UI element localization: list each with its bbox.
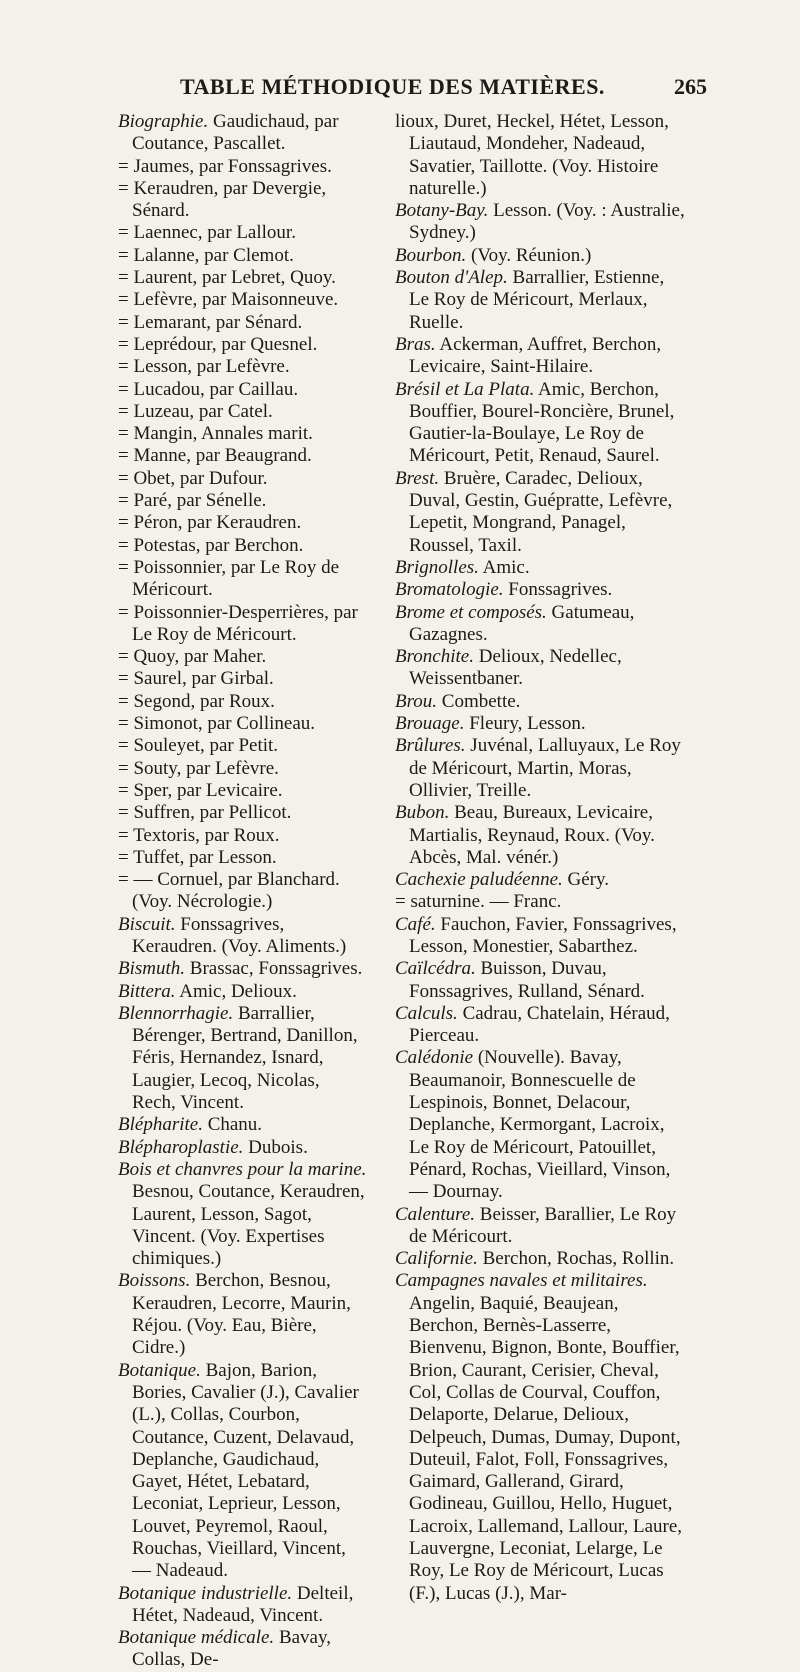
index-entry: [118, 468, 368, 490]
entry-text: Barrallier, Bérenger, Bertrand, Danillon, Féris, Hernandez, Isnard, Laugier, Lecoq, Nicolas, Rech, Vincent.: [132, 1002, 358, 1114]
entry-heading: Bromatologie.: [395, 579, 504, 601]
entry-text: = Keraudren, par Devergie, Sénard.: [118, 177, 327, 222]
entry-text: Gaudichaud, par Coutance, Pascallet.: [132, 111, 339, 155]
entry-text: = Paré, par Sénelle.: [118, 490, 267, 512]
entry-text: Amic, Berchon, Bouffier, Bourel-Roncière, Brunel, Gautier-la-Boulaye, Le Roy de Méricourt, Petit, Renaud, Saurel.: [409, 378, 675, 467]
entry-text: Combette.: [437, 690, 521, 712]
index-entry: [118, 780, 368, 802]
entry-text: = Manne, par Beaugrand.: [118, 445, 312, 467]
entry-heading: Brûlures.: [395, 735, 466, 757]
index-entry: [395, 869, 685, 891]
entry-text: = Suffren, par Pellicot.: [118, 802, 292, 824]
entry-text: = Tuffet, par Lesson.: [118, 846, 277, 868]
entry-text: Amic.: [478, 556, 530, 578]
index-entry: [395, 735, 685, 802]
index-entry: [118, 111, 368, 156]
entry-text: Bruère, Caradec, Delioux, Duval, Gestin, Guépratte, Lefèvre, Lepetit, Mongrand, Panagel, Roussel, Taxil.: [409, 467, 673, 556]
entry-text: = Poissonnier-Desperrières, par Le Roy de Méricourt.: [118, 601, 358, 645]
entry-text: = Laennec, par Lallour.: [118, 222, 296, 244]
index-entry: [395, 646, 685, 691]
entry-heading: Bubon.: [395, 802, 450, 824]
entry-text: (Voy. Réunion.): [466, 244, 592, 266]
entry-text: Lesson. (Voy. : Australie, Sydney.): [409, 200, 685, 244]
entry-text: Géry.: [562, 869, 610, 891]
entry-heading: Blennorrhagie.: [118, 1002, 234, 1024]
entry-text: Gatumeau, Gazagnes.: [409, 601, 635, 645]
index-entry: [118, 356, 368, 378]
entry-text: = Souleyet, par Petit.: [118, 735, 279, 757]
index-entry: [118, 156, 368, 178]
index-entry: [395, 1047, 685, 1203]
entry-text: Ackerman, Auffret, Berchon, Levicaire, Saint-Hilaire.: [409, 333, 662, 378]
index-entry: [118, 914, 368, 959]
index-entry: [118, 758, 368, 780]
entry-text: = Textoris, par Roux.: [118, 824, 280, 846]
index-entry: [395, 267, 685, 334]
entry-text: Beisser, Barallier, Le Roy de Méricourt.: [409, 1203, 677, 1247]
index-entry: [395, 958, 685, 1003]
index-entry: [395, 1003, 685, 1048]
entry-text: Juvénal, Lalluyaux, Le Roy de Méricourt, Martin, Moras, Ollivier, Treille.: [409, 735, 681, 801]
entry-heading: Café.: [395, 913, 436, 935]
entry-text: = saturnine. — Franc.: [395, 891, 562, 913]
left-column: [118, 111, 368, 1672]
index-entry: [395, 200, 685, 245]
index-entry: [395, 1270, 685, 1604]
entry-text: = Jaumes, par Fonssagrives.: [118, 155, 332, 177]
entry-heading: Brou.: [395, 690, 438, 712]
index-entry: [395, 1248, 685, 1270]
index-entry: [118, 602, 368, 647]
entry-text: Bajon, Barion, Bories, Cavalier (J.), Cavalier (L.), Collas, Courbon, Coutance, Cuzent, Delavaud, Deplanche, Gaudichaud, Gayet, Hétet, Lebatard, Leconiat, Leprieur, Lesson, Louvet, Peyremol, Raoul, Rouchas, Vieillard, Vincent, — Nadeaud.: [132, 1359, 359, 1582]
index-entry: [118, 691, 368, 713]
index-entry: [395, 802, 685, 869]
index-entry: [118, 1137, 368, 1159]
index-entry: [118, 178, 368, 223]
entry-heading: Calculs.: [395, 1002, 458, 1024]
entry-text: Berchon, Besnou, Keraudren, Lecorre, Maurin, Réjou. (Voy. Eau, Bière, Cidre.): [132, 1270, 351, 1359]
entry-heading: Biscuit.: [118, 913, 176, 935]
entry-text: = Segond, par Roux.: [118, 690, 275, 712]
index-entry: [118, 825, 368, 847]
entry-heading: Brignolles.: [395, 556, 479, 578]
index-entry: [118, 1360, 368, 1583]
entry-text: = Lefèvre, par Maisonneuve.: [118, 289, 339, 311]
index-entry: [118, 981, 368, 1003]
index-entry: [118, 1159, 368, 1270]
entry-text: = Souty, par Lefèvre.: [118, 757, 279, 779]
entry-text: Cadrau, Chatelain, Héraud, Pierceau.: [409, 1002, 670, 1047]
index-entry: [118, 847, 368, 869]
entry-text: Brassac, Fonssagrives.: [185, 958, 363, 980]
entry-text: = Laurent, par Lebret, Quoy.: [118, 267, 336, 289]
entry-heading: Cachexie paludéenne.: [395, 869, 563, 891]
index-entry: [395, 602, 685, 647]
index-entry: [118, 423, 368, 445]
index-entry: [118, 802, 368, 824]
entry-text: lioux, Duret, Heckel, Hétet, Lesson, Liautaud, Mondeher, Nadeaud, Savatier, Taillotte. (Voy. Histoire naturelle.): [395, 111, 669, 199]
entry-heading: Bouton d'Alep.: [395, 267, 508, 289]
entry-text: Angelin, Baquié, Beaujean, Berchon, Bernès-Lasserre, Bienvenu, Bignon, Bonte, Bouffier, Brion, Caurant, Cerisier, Cheval, Col, Collas de Courval, Couffon, Delaporte, Delarue, Delioux, Delpeuch, Dumas, Dumay, Dupont, Duteuil, Falot, Foll, Fonssagrives, Gaimard, Gallerand, Girard, Godineau, Guillou, Hello, Huguet, Lacroix, Lallemand, Lallour, Laure, Lauvergne, Leconiat, Lelarge, Le Roy, Le Roy de Méricourt, Lucas (F.), Lucas (J.), Mar-: [409, 1292, 683, 1604]
index-entry: [118, 1114, 368, 1136]
entry-text: Beau, Bureaux, Levicaire, Martialis, Reynaud, Roux. (Voy. Abcès, Mal. vénér.): [409, 802, 655, 868]
index-entry: [395, 891, 685, 913]
index-entry: [118, 1270, 368, 1359]
entry-text: (Nouvelle). Bavay, Beaumanoir, Bonnescuelle de Lespinois, Bonnet, Delacour, Deplanche, Kermorgant, Lacroix, Le Roy de Méricourt, Patouillet, Pénard, Rochas, Vieillard, Vinson, — Dournay.: [409, 1047, 671, 1203]
index-entry: [395, 691, 685, 713]
entry-text: Buisson, Duvau, Fonssagrives, Rulland, Sénard.: [409, 958, 645, 1002]
entry-heading: Bismuth.: [118, 958, 186, 980]
entry-text: = Saurel, par Girbal.: [118, 668, 274, 690]
entry-text: Besnou, Coutance, Keraudren, Laurent, Lesson, Sagot, Vincent. (Voy. Expertises chimiques.): [132, 1181, 365, 1270]
entry-heading: Botanique industrielle.: [118, 1582, 293, 1604]
entry-text: Barrallier, Estienne, Le Roy de Méricourt, Merlaux, Ruelle.: [409, 267, 665, 333]
entry-heading: Botany-Bay.: [395, 200, 489, 222]
entry-text: Bavay, Collas, De-: [132, 1627, 331, 1671]
entry-heading: Brouage.: [395, 713, 465, 735]
index-entry: [118, 401, 368, 423]
entry-heading: Calenture.: [395, 1203, 476, 1225]
index-entry: [395, 1204, 685, 1249]
entry-heading: Botanique.: [118, 1359, 201, 1381]
index-entry: [395, 914, 685, 959]
index-entry: [395, 334, 685, 379]
entry-text: Berchon, Rochas, Rollin.: [477, 1248, 675, 1270]
index-entry: [118, 713, 368, 735]
index-entry: [118, 535, 368, 557]
index-entry: [118, 1627, 368, 1672]
entry-text: = Péron, par Keraudren.: [118, 512, 302, 534]
index-entry: [118, 245, 368, 267]
entry-text: Chanu.: [202, 1114, 263, 1136]
index-entry: [118, 646, 368, 668]
entry-heading: Bras.: [395, 333, 436, 355]
index-entry: [395, 579, 685, 601]
index-entry: [118, 267, 368, 289]
entry-heading: Bittera.: [118, 980, 176, 1002]
running-title: TABLE MÉTHODIQUE DES MATIÈRES.: [180, 74, 605, 99]
entry-heading: Californie.: [395, 1248, 478, 1270]
index-entry: [118, 557, 368, 602]
entry-text: = Simonot, par Collineau.: [118, 713, 316, 735]
entry-text: = Mangin, Annales marit.: [118, 423, 313, 445]
page-number: 265: [674, 74, 707, 99]
entry-heading: Blépharoplastie.: [118, 1136, 244, 1158]
entry-heading: Bois et chanvres pour la marine.: [118, 1158, 367, 1180]
index-entry: [118, 334, 368, 356]
index-entry: [118, 958, 368, 980]
index-entry: [395, 245, 685, 267]
right-column: [395, 111, 685, 1605]
entry-text: = — Cornuel, par Blanchard. (Voy. Nécrologie.): [118, 869, 340, 913]
index-entry: [118, 379, 368, 401]
entry-text: = Lemarant, par Sénard.: [118, 311, 303, 333]
index-entry: [118, 668, 368, 690]
entry-text: = Obet, par Dufour.: [118, 467, 268, 489]
entry-text: = Lesson, par Lefèvre.: [118, 356, 290, 378]
index-entry: [118, 735, 368, 757]
entry-text: Fonssagrives, Keraudren. (Voy. Aliments.): [132, 913, 347, 957]
entry-text: = Sper, par Levicaire.: [118, 779, 283, 801]
index-entry: [395, 468, 685, 557]
entry-heading: Bronchite.: [395, 646, 474, 668]
entry-text: = Potestas, par Berchon.: [118, 534, 304, 556]
entry-text: Dubois.: [243, 1136, 308, 1158]
index-entry: [118, 445, 368, 467]
entry-heading: Botanique médicale.: [118, 1627, 275, 1649]
entry-heading: Biographie.: [118, 111, 209, 132]
index-entry: [118, 289, 368, 311]
index-entry: [118, 512, 368, 534]
index-entry: [118, 490, 368, 512]
entry-heading: Bourbon.: [395, 244, 467, 266]
entry-heading: Brest.: [395, 467, 440, 489]
index-entry: [395, 713, 685, 735]
entry-text: Amic, Delioux.: [175, 980, 297, 1002]
entry-heading: Campagnes navales et militaires.: [395, 1270, 648, 1292]
entry-text: Fleury, Lesson.: [464, 713, 586, 735]
entry-text: = Lucadou, par Caillau.: [118, 378, 299, 400]
entry-heading: Calédonie: [395, 1047, 474, 1069]
index-entry: [118, 1003, 368, 1114]
entry-text: = Luzeau, par Catel.: [118, 400, 273, 422]
entry-heading: Brome et composés.: [395, 601, 547, 623]
entry-heading: Brésil et La Plata.: [395, 378, 535, 400]
entry-text: Fonssagrives.: [503, 579, 613, 601]
entry-heading: Boissons.: [118, 1270, 191, 1292]
index-entry: [118, 222, 368, 244]
index-entry: [395, 379, 685, 468]
entry-text: = Poissonnier, par Le Roy de Méricourt.: [118, 556, 340, 601]
index-entry: [118, 312, 368, 334]
entry-heading: Caïlcédra.: [395, 958, 476, 980]
index-entry: [118, 1583, 368, 1628]
entry-text: Delioux, Nedellec, Weissentbaner.: [409, 646, 622, 690]
entry-heading: Blépharite.: [118, 1114, 203, 1136]
index-entry: [395, 557, 685, 579]
entry-text: = Lalanne, par Clemot.: [118, 244, 294, 266]
entry-text: = Quoy, par Maher.: [118, 646, 267, 668]
page-header: [0, 74, 800, 106]
index-entry: [118, 869, 368, 914]
entry-text: = Leprédour, par Quesnel.: [118, 333, 318, 355]
entry-text: Delteil, Hétet, Nadeaud, Vincent.: [132, 1582, 354, 1626]
entry-text: Fauchon, Favier, Fonssagrives, Lesson, Monestier, Sabarthez.: [409, 913, 677, 957]
index-entry: [395, 111, 685, 200]
